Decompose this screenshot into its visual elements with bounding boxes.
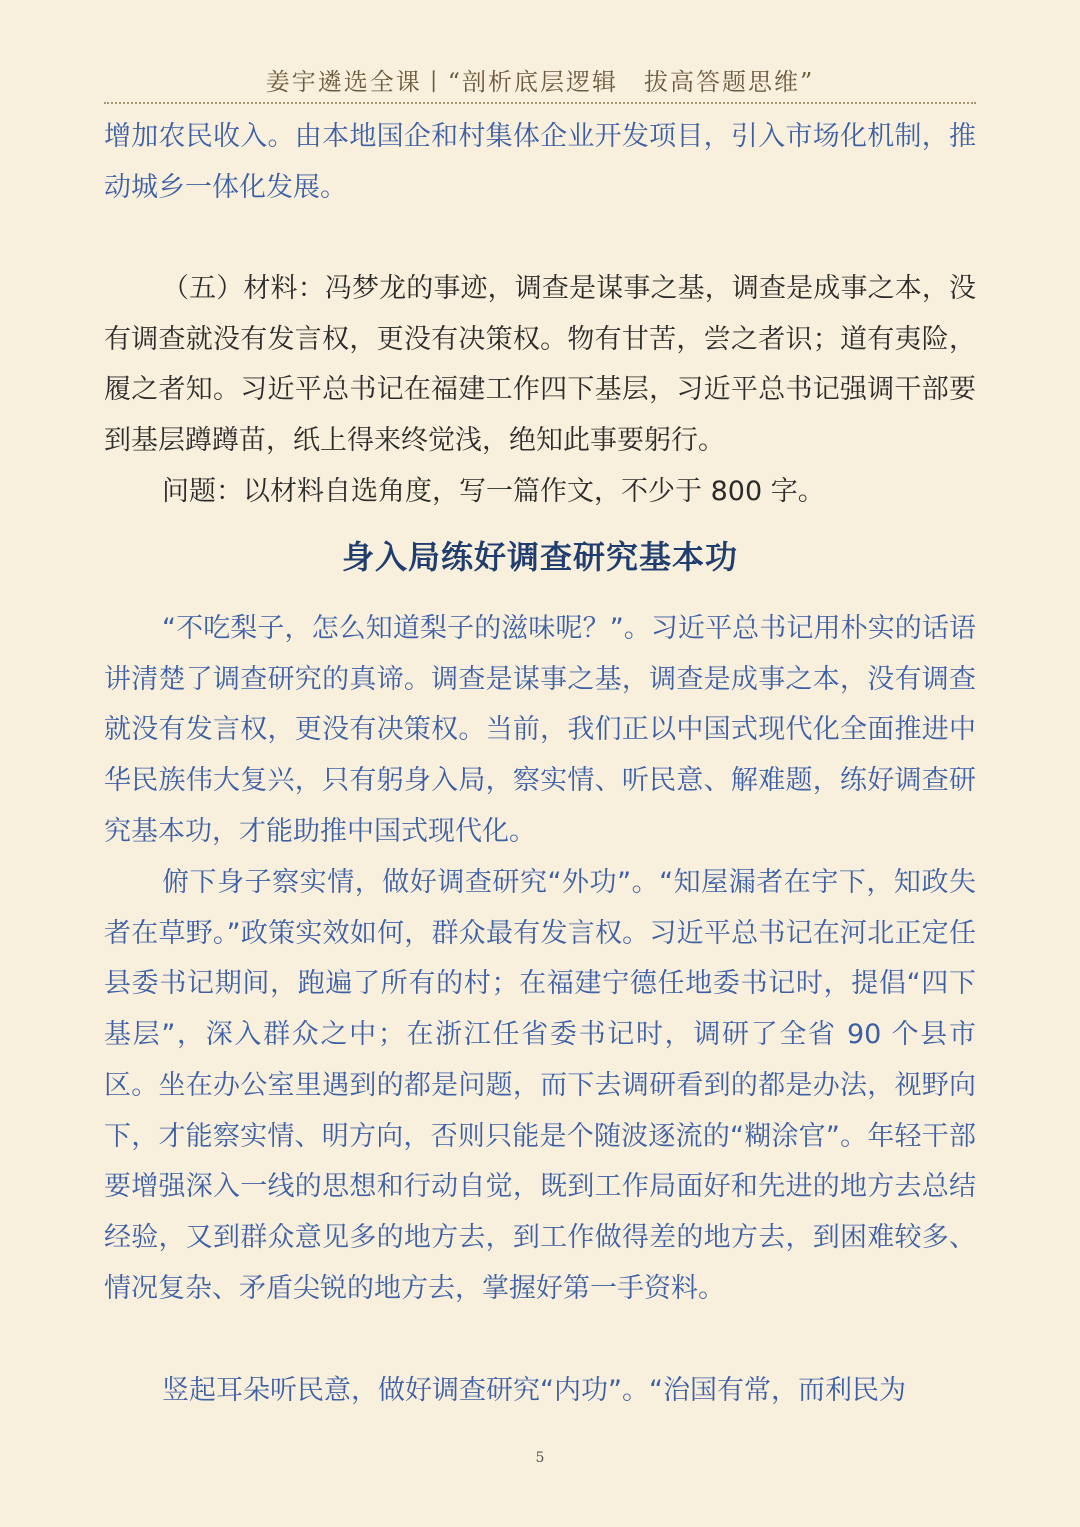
- continued-paragraph: 增加农民收入。由本地国企和村集体企业开发项目，引入市场化机制，推动城乡一体化发展。: [104, 121, 976, 203]
- essay-paragraph-outer-skill: 俯下身子察实情，做好调查研究“外功”。“知屋漏者在宇下，知政失者在草野。”政策实效如何，群众最有发言权。习近平总书记在河北正定任县委书记期间，跑遍了所有的村；在福建宁德任地委书记时，提倡“四下基层”，深入群众之中；在浙江任省委书记时，调研了全省 90 个县市区。坐在办公室里遇到的都是问题，而下去调研看到的都是办法，视野向下，才能察实情、明方向，否则只能是个随波逐流的“糊涂官”。年轻干部要增强深入一线的思想和行动自觉，既到工作局面好和先进的地方去总结经验，又到群众意见多的地方去，到工作做得差的地方去，到困难较多、情况复杂、矛盾尖锐的地方去，掌握好第一手资料。: [104, 867, 976, 1304]
- essay-paragraph-inner-skill: 竖起耳朵听民意，做好调查研究“内功”。“治国有常，而利民为: [162, 1375, 906, 1406]
- material-paragraph: （五）材料：冯梦龙的事迹，调查是谋事之基，调查是成事之本，没有调查就没有发言权，更没有决策权。物有甘苦，尝之者识；道有夷险，履之者知。习近平总书记在福建工作四下基层，习近平总书记强调干部要到基层蹲蹲苗，纸上得来终觉浅，绝知此事要躬行。: [104, 273, 976, 457]
- essay-paragraph-intro: “不吃梨子，怎么知道梨子的滋味呢？”。习近平总书记用朴实的话语讲清楚了调查研究的真谛。调查是谋事之基，调查是成事之本，没有调查就没有发言权，更没有决策权。当前，我们正以中国式现代化全面推进中华民族伟大复兴，只有躬身入局，察实情、听民意、解难题，练好调查研究基本功，才能助推中国式现代化。: [104, 613, 976, 847]
- question-paragraph: 问题：以材料自选角度，写一篇作文，不少于 800 字。: [162, 476, 825, 507]
- essay-title: 身入局练好调查研究基本功: [341, 538, 738, 576]
- page-number: 5: [535, 1450, 545, 1466]
- page-header: 姜宇遴选全课丨“剖析底层逻辑 拔高答题思维”: [265, 68, 815, 96]
- header-divider: [104, 102, 976, 104]
